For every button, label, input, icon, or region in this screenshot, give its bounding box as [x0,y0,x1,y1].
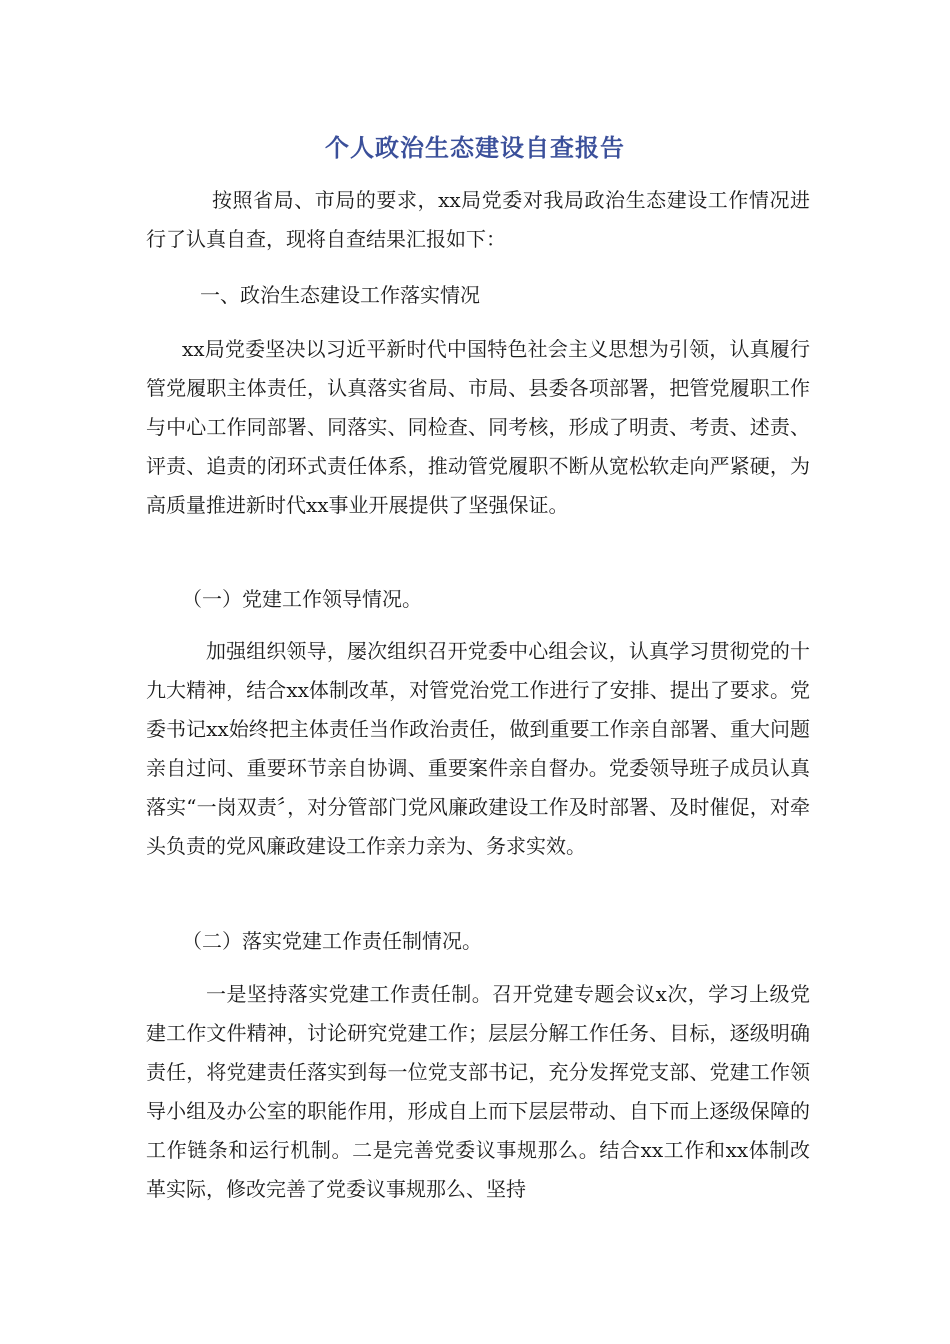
intro-paragraph: 按照省局、市局的要求，xx局党委对我局政治生态建设工作情况进行了认真自查，现将自查结果汇报如下： [146,188,810,251]
document-title: 个人政治生态建设自查报告 [325,134,625,162]
subsection-2-paragraph: 一是坚持落实党建工作责任制。召开党建专题会议x次，学习上级党建工作文件精神，讨论研究党建工作；层层分解工作任务、目标，逐级明确责任，将党建责任落实到每一位党支部书记，充分发挥党支部、党建工作领导小组及办公室的职能作用，形成自上而下层层带动、自下而上逐级保障的工作链条和运行机制。二是完善党委议事规那么。结合xx工作和xx体制改革实际，修改完善了党委议事规那么、坚持 [146,982,810,1201]
subsection-1-paragraph: 加强组织领导，屡次组织召开党委中心组会议，认真学习贯彻党的十九大精神，结合xx体制改革，对管党治党工作进行了安排、提出了要求。党委书记xx始终把主体责任当作政治责任，做到重要工作亲自部署、重大问题亲自过问、重要环节亲自协调、重要案件亲自督办。党委领导班子成员认真落实“一岗双责〞，对分管部门党风廉政建设工作及时部署、及时催促，对牵头负责的党风廉政建设工作亲力亲为、务求实效。 [146,639,810,858]
section-heading-1: 一、政治生态建设工作落实情况 [200,283,480,307]
subsection-heading-1: （一）党建工作领导情况。 [182,587,422,611]
subsection-heading-2: （二）落实党建工作责任制情况。 [182,929,482,953]
section-1-paragraph: xx局党委坚决以习近平新时代中国特色社会主义思想为引领，认真履行管党履职主体责任，认真落实省局、市局、县委各项部署，把管党履职工作与中心工作同部署、同落实、同检查、同考核，形成了明责、考责、述责、评责、追责的闭环式责任体系，推动管党履职不断从宽松软走向严紧硬，为高质量推进新时代xx事业开展提供了坚强保证。 [146,337,810,517]
